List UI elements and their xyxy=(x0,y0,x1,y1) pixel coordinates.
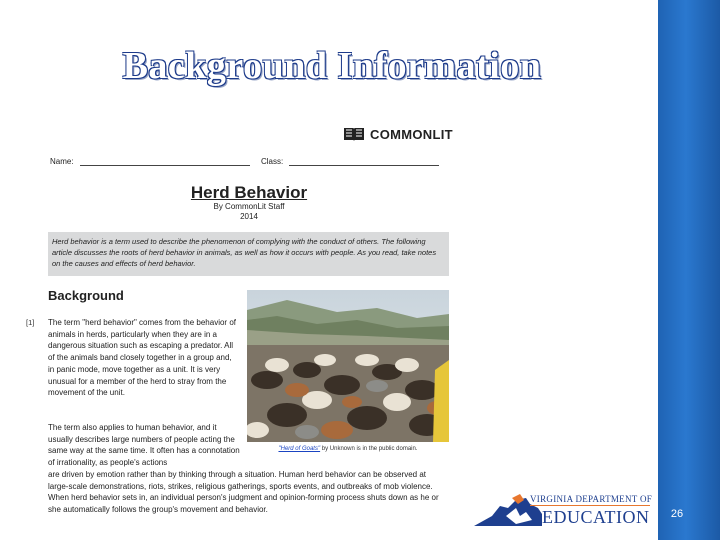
paragraph-number: [1] xyxy=(26,318,35,327)
byline-author: By CommonLit Staff xyxy=(213,202,285,211)
paragraph-2-start: The term also applies to human behavior, and it usually describes large numbers of people acting the same way at the same time. It often has a connotation of irrationality, as people's actions xyxy=(48,423,240,468)
vdoe-logo xyxy=(472,492,654,530)
caption-text: by Unknown is in the public domain. xyxy=(320,446,418,452)
vdoe-logo-line1: VIRGINIA DEPARTMENT OF xyxy=(530,494,653,504)
paragraph-2-rest: are driven by emotion rather than by thinking through a situation. Human herd behavior can be observed at large-scale demonstrations, riots, strikes, religious gatherings, sports events, and outbreaks of mob violence. When herd behavior sets in, an individual person's judgment and opinion-forming process shuts down as he or she automatically follows the group's movement and behavior. xyxy=(48,470,439,515)
byline-year: 2014 xyxy=(240,212,258,221)
caption-link[interactable]: "Herd of Goats" xyxy=(278,446,321,452)
vdoe-logo-line2: EDUCATION xyxy=(542,507,650,527)
name-label: Name: xyxy=(50,157,74,166)
article-byline xyxy=(180,202,318,222)
vdoe-logo-rule xyxy=(530,505,650,506)
name-field-row xyxy=(50,157,250,166)
slide-page-number: 26 xyxy=(670,508,684,520)
paragraph-1: The term "herd behavior" comes from the behavior of animals in herds, particularly when they are in a dangerous situation such as escaping a predator. All of the animals band closely together in a group and, in panic mode, move together as a unit. It is very unusual for a member of the herd to stray from the movement of the unit. xyxy=(48,318,236,398)
class-line xyxy=(289,157,439,166)
name-line xyxy=(80,157,250,166)
photo-caption xyxy=(247,446,449,452)
article-title: Herd Behavior xyxy=(190,183,308,202)
commonlit-logo xyxy=(343,126,453,142)
right-sidebar-band xyxy=(658,0,720,540)
herd-of-goats-photo xyxy=(247,290,449,442)
section-heading: Background xyxy=(48,288,124,303)
class-field-row xyxy=(261,157,439,166)
slide-title: Background Information xyxy=(122,45,542,87)
commonlit-logo-text: COMMONLIT xyxy=(370,126,453,142)
open-book-icon xyxy=(343,126,365,142)
intro-box: Herd behavior is a term used to describe the phenomenon of complying with the conduct of others. The following article discusses the roots of herd behavior in animals, as well as how it occurs with people. As you read, take notes on the causes and effects of herd behavior. xyxy=(48,232,449,276)
class-label: Class: xyxy=(261,157,284,166)
